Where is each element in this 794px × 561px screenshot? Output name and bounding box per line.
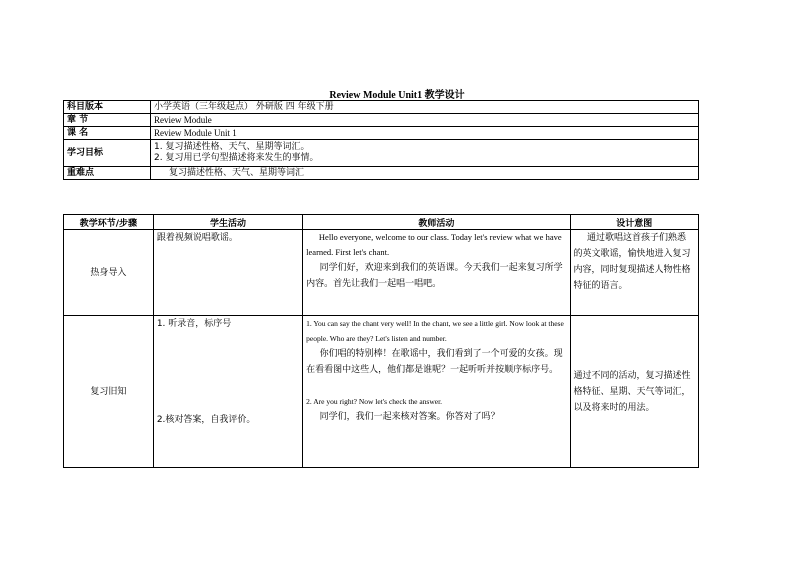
table-row bbox=[64, 316, 699, 468]
info-label: 课 名 bbox=[64, 127, 151, 140]
spacer bbox=[157, 332, 299, 364]
info-value: Review Module Unit 1 bbox=[151, 127, 699, 140]
header-teacher-activity: 教师活动 bbox=[303, 215, 570, 230]
design-intent-cell bbox=[570, 316, 698, 468]
info-label: 重难点 bbox=[64, 167, 151, 180]
student-activity-cell bbox=[153, 316, 302, 468]
info-value: Review Module bbox=[151, 114, 699, 127]
spacer bbox=[157, 396, 299, 412]
teacher-text-en: 2. Are you right? Now let's check the answer. bbox=[306, 397, 443, 406]
info-row-objectives bbox=[64, 140, 699, 167]
header-design-intent: 设计意图 bbox=[570, 215, 698, 230]
teacher-text-cn: 同学们好，欢迎来到我们的英语课。今天我们一起来复习所学内容。首先让我们一起唱一唱吧。 bbox=[306, 263, 563, 289]
objective-item: 1. 复习描述性格、天气、星期等词汇。 bbox=[154, 142, 310, 152]
teacher-text-en: 1. You can say the chant very well! In the chant, we see a little girl. Now look at these people. Who are they? Let's listen and number. bbox=[306, 319, 564, 343]
design-intent-text: 通过歌唱这首孩子们熟悉的英文歌谣，愉快地进入复习内容，同时复现描述人物性格特征的语言。 bbox=[573, 233, 691, 291]
info-value: 复习描述性格、天气、星期等词汇 bbox=[151, 167, 699, 180]
table-header-row bbox=[64, 215, 699, 230]
info-label: 学习目标 bbox=[64, 140, 151, 167]
teacher-text-en: Hello everyone, welcome to our class. Today let's review what we have learned. First let's chant. bbox=[306, 232, 562, 257]
info-label: 章 节 bbox=[64, 114, 151, 127]
info-value bbox=[151, 140, 699, 167]
info-row-chapter bbox=[64, 114, 699, 127]
info-value: 小学英语（三年级起点） 外研版 四 年级下册 bbox=[151, 101, 699, 114]
info-row-lesson bbox=[64, 127, 699, 140]
design-intent-text: 通过不同的活动，复习描述性格特征、星期、天气等词汇，以及将来时的用法。 bbox=[573, 370, 691, 413]
table-row bbox=[64, 230, 699, 316]
objective-item: 2. 复习用已学句型描述将来发生的事情。 bbox=[154, 153, 319, 163]
stage-cell: 热身导入 bbox=[64, 230, 154, 316]
teacher-text-cn: 你们唱的特别棒！在歌谣中，我们看到了一个可爱的女孩。现在看看图中这些人，他们都是谁呢？一起听听并按顺序标序号。 bbox=[306, 349, 563, 375]
spacer bbox=[306, 378, 566, 394]
header-stage: 教学环节/步骤 bbox=[64, 215, 154, 230]
student-activity-text: 1. 听录音，标序号 bbox=[156, 319, 232, 329]
info-row-subject bbox=[64, 101, 699, 114]
student-activity-cell bbox=[153, 230, 302, 316]
document-title: Review Module Unit1 教学设计 bbox=[329, 90, 465, 101]
teacher-text-cn: 同学们，我们一起来核对答案。你答对了吗？ bbox=[319, 412, 500, 422]
student-activity-text: 2.核对答案，自我评价。 bbox=[156, 415, 256, 425]
teacher-activity-cell bbox=[303, 230, 570, 316]
info-label: 科目版本 bbox=[64, 101, 151, 114]
student-activity-text: 跟着视频说唱歌谣。 bbox=[156, 233, 238, 243]
info-row-key-points bbox=[64, 167, 699, 180]
lesson-steps-table bbox=[63, 214, 699, 468]
header-student-activity: 学生活动 bbox=[153, 215, 302, 230]
spacer bbox=[157, 364, 299, 396]
course-info-table bbox=[63, 100, 699, 180]
teacher-activity-cell bbox=[303, 316, 570, 468]
design-intent-cell bbox=[570, 230, 698, 316]
stage-cell: 复习旧知 bbox=[64, 316, 154, 468]
